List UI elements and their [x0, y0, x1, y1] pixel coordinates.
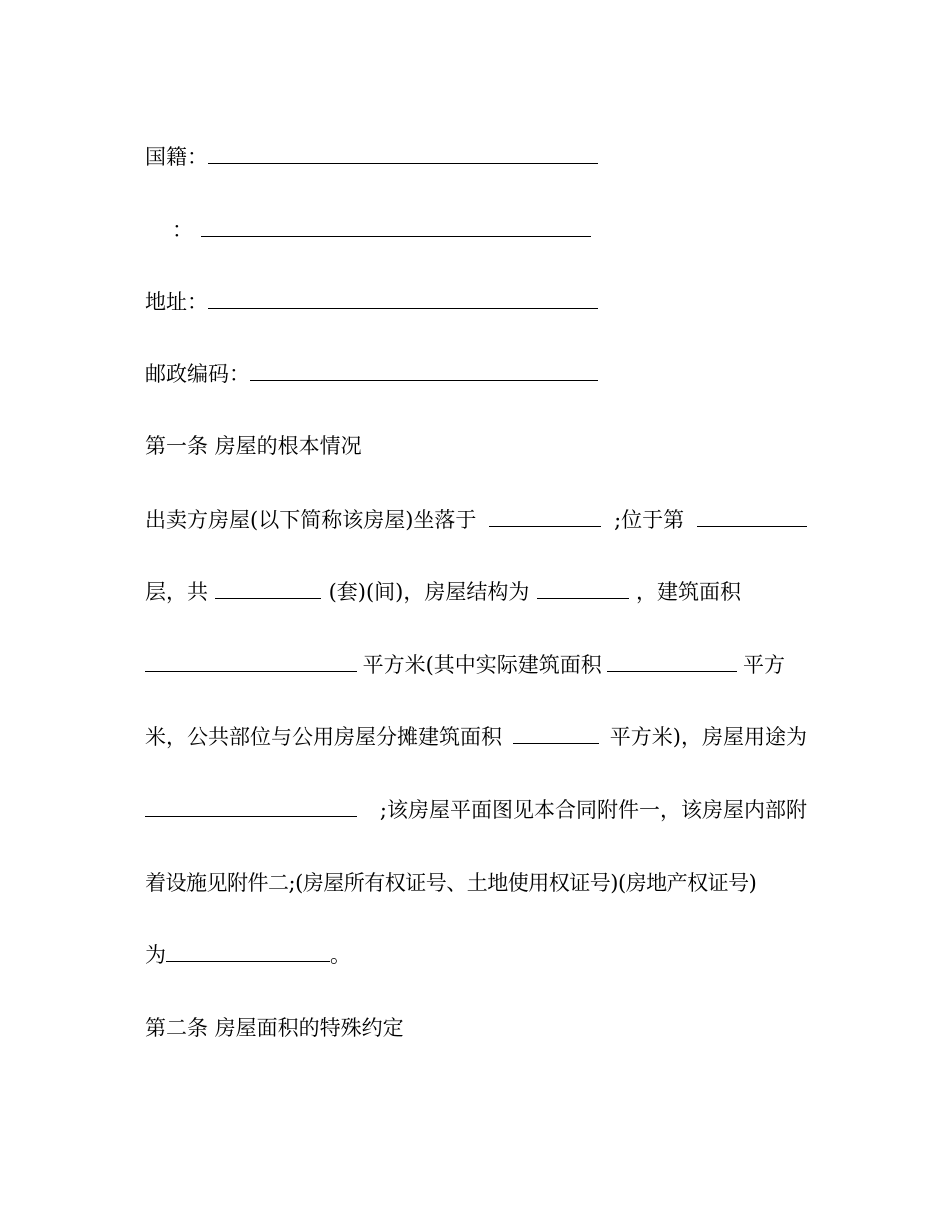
article-2-heading: 第二条 房屋面积的特殊约定 [145, 1016, 404, 1040]
text-segment: 米，公共部位与公用房屋分摊建筑面积 [145, 725, 502, 749]
building-area-blank [145, 652, 357, 672]
article-1-line-5 [145, 795, 807, 825]
text-segment: 平方米)，房屋用途为 [609, 725, 807, 749]
article-1-line-2 [145, 577, 741, 607]
address-label: 地址： [145, 290, 208, 314]
text-segment: 。 [330, 943, 351, 967]
shared-area-blank [513, 724, 599, 744]
unnamed-field-blank [201, 217, 591, 237]
unnamed-field-label: ： [172, 218, 193, 242]
address-blank [208, 289, 598, 309]
text-segment: 平方米(其中实际建筑面积 [362, 653, 602, 677]
article-1-line-4 [145, 722, 807, 752]
nationality-row [145, 142, 807, 172]
floor-blank [697, 507, 807, 527]
article-1-line-6: 着设施见附件二;(房屋所有权证号、土地使用权证号)(房地产权证号) [145, 871, 757, 895]
text-segment: ，建筑面积 [635, 580, 741, 604]
article-1-line-3 [145, 650, 785, 680]
location-blank [489, 507, 601, 527]
text-segment: ;位于第 [614, 508, 685, 532]
postal-code-label: 邮政编码： [145, 362, 250, 386]
actual-area-blank [607, 652, 737, 672]
usage-blank [145, 797, 357, 817]
article-1-line-1 [145, 505, 807, 535]
text-segment: ;该房屋平面图见本合同附件一，该房屋内部附 [379, 798, 807, 822]
structure-blank [537, 579, 629, 599]
unnamed-field-row [172, 215, 834, 245]
certificate-number-blank [166, 942, 330, 962]
text-segment: (套)(间)，房屋结构为 [328, 580, 530, 604]
text-segment: 出卖方房屋(以下简称该房屋)坐落于 [145, 508, 477, 532]
text-segment: 为 [145, 943, 166, 967]
postal-code-row [145, 359, 807, 389]
nationality-label: 国籍： [145, 145, 208, 169]
postal-code-blank [250, 361, 598, 381]
nationality-blank [208, 144, 598, 164]
text-segment: 层，共 [145, 580, 208, 604]
article-1-heading: 第一条 房屋的根本情况 [145, 434, 362, 458]
text-segment: 平方 [742, 653, 785, 677]
units-blank [215, 579, 321, 599]
address-row [145, 287, 807, 317]
article-1-line-7 [145, 940, 807, 970]
